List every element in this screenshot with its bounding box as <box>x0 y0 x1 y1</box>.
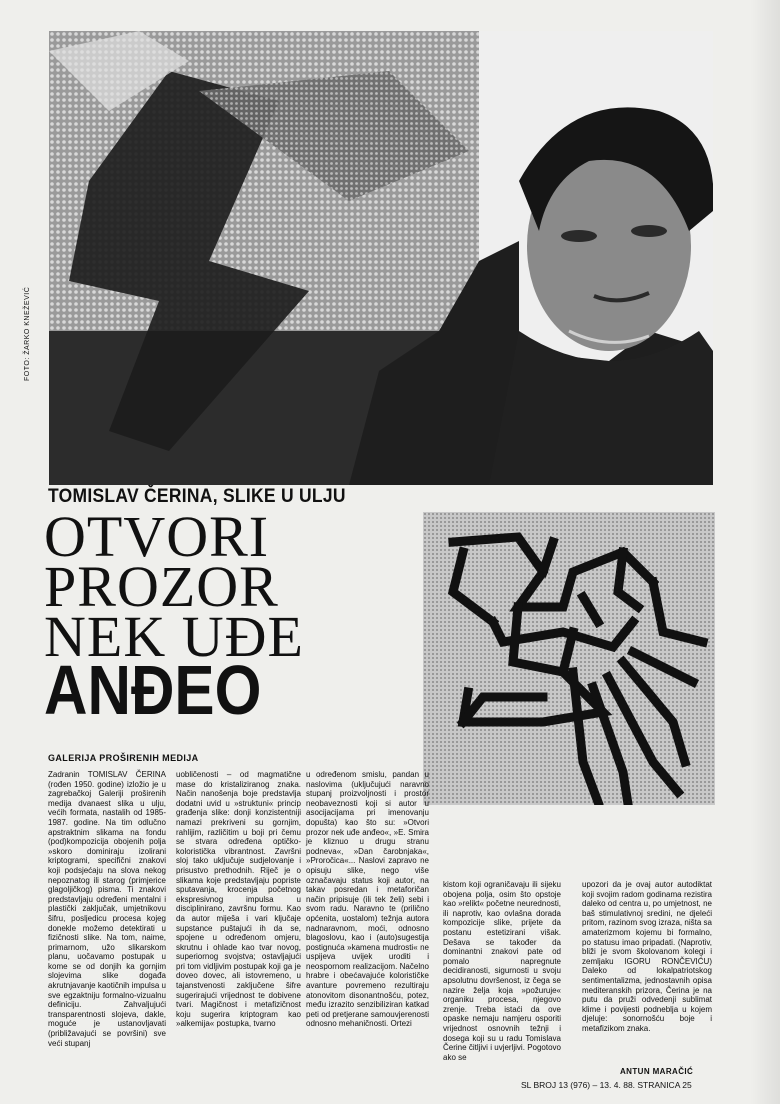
headline-line: NEK UĐE <box>44 604 304 669</box>
headline-line: ANĐEO <box>44 651 262 729</box>
headline-line: PROZOR <box>44 554 279 619</box>
cryptogram-painting <box>423 512 715 805</box>
article-column-1: Zadranin TOMISLAV ČERINA (rođen 1950. godine) izložio je u zagrebačkoj Galeriji proširenih medija dvanaest slika u ulju, većih formata, nastalih od 1985-1987. godine. Na tim odlučno apstraktnim slikama na fondu (pod)kompozicija obojenih polja »skoro dominiraju izolirani kriptogrami, specifični znakovi koji podsjećaju na slova nekog nepoznatog ili starog (primjerice glagoljičkog) pisma. Ti znakovi predstavljaju određeni mentalni i plastički zaključak, umjetnikovu šifru, posljedicu procesa kojeg donekle možemo detektirati u fizičnosti slike. Na tom, naime, primarnom, užo slikarskom planu, uočavamo postupak u kome se od donjih ka gornjim slojevima slike događa akrutnjavanje kaotičnih impulsa u sve egzaktniju formalno-vizualnu definiciju. Zahvaljujući transparentnosti slojeva, dakle, moguće je ustanovljavati (približavajući se površini) sve veći stupanj <box>48 770 166 1048</box>
section-label: GALERIJA PROŠIRENIH MEDIJA <box>48 753 199 763</box>
photo-image <box>49 31 713 485</box>
headline-line: OTVORI <box>44 504 270 569</box>
article-kicker: TOMISLAV ČERINA, SLIKE U ULJU <box>48 486 346 507</box>
article-column-2: uobličenosti – od magmatične mase do kristaliziranog znaka. Način nanošenja boje predstavlja dodatni uvid u »struktuni« princip građenja slike: donji konzistentniji namazi prekriveni su gornjim, rahlijim, različitim u boji pri čemu se stvara određena optičko-koloristička vibrantnost. Završni sloj tako uključuje sudjelovanje i prisustvo prethodnih. Riječ je o slikama koje predstavljaju popriste sputavanja, krocenja početnog ekspresivnog impulsa u disciplinirano, završnu formu. Kao da autor miješa i vari ključaje supstance puštajući ih da se, spojene u određenom omjeru, skrutnu i ohlade kao tvar novog, superiornog svojstva; ostavljajući pri tom vidljivim postupak koji ga je doveo dovec, ali istovremeno, u tajanstvenosti zaključene šifre sugerirajući vrijednost te dobivene tvari. Magičnost i metafizičnost koju sugerira kriptogram kao »alkemija« postupka, tvarno <box>176 770 301 1029</box>
article-headline <box>44 504 304 669</box>
article-column-5: upozori da je ovaj autor autodiktat koji svojim radom godinama rezistira daleko od centra u, po umjetnost, ne baš stimulativnoj sredini, ne djeleći pritom, razinom svog izraza, ništa sa amaterizmom kojemu bi formalno, po statusu imao pripadati. (Naprotiv, bliži je svom školovanom kolegi i zemljaku IGORU RONČEVIĆU) Daleko od lokalpatriotskog sentimentalizma, jednostavnih opisa mediteranskih prizora, Čerina je na putu da pruži odvedenji sublimat klime i povijesti podneblja u kojem djeluje: sonornošću boje i metafizikom znaka. <box>582 880 712 1033</box>
painting-reproduction <box>423 512 715 805</box>
photo-credit: FOTO: ŽARKO KNEŽEVIĆ <box>24 286 31 381</box>
author-byline: ANTUN MARAČIĆ <box>620 1067 694 1076</box>
article-column-4: kistom koji ograničavaju ili sijeku obojena polja, osim što opstoje kao »relikt« početne neurednosti, ili naprotiv, kao ovlašna dorada kompozicije slike, prijete da postanu estetizirani višak. Dešava se također da dominantni znakovi pate od pomalo napregnute decidiranosti, sigurnosti u svoju apsolutnu dovršenost, iz čega se nazire želja koja »požuruje« organiku procesa, njegovo zrenje. Treba istaći da ove opaske nemaju namjeru osporiti vrijednost osnovnih težnji i dosega koji su u radu Tomislava Čerine čitljivi i uvjerljivi. Pogotovo ako se <box>443 880 561 1062</box>
portrait-photo <box>49 31 713 485</box>
page-footer: SL BROJ 13 (976) – 13. 4. 88. STRANICA 25 <box>521 1080 692 1090</box>
article-column-3: u određenom smislu, pandan u naslovima (uključujući naravno stupanj proizvoljnosti i prostor neobaveznosti koji si autor u asocijacijama pri imenovanju dopušta) kao što su: »Otvori prozor nek uđe anđeo«, »E. Smira je kliznuo u drugu stranu podneva«, »Dan čarobnjaka«, »Proročica«... Naslovi zapravo ne opisuju slike, nego više označavaju status koji autor, na takav posredan i metaforičan način pripisuje (ili tek želi) sebi i svom radu. Naravno te (prilično općenita, uostalom) težnja autora nadnaravnom, moći, odnosno blagoslovu, kao i (auto)sugestija postignuća »kamena mudrosti« ne uspijeva uvijek uroditi i neospornom realizacijom. Načelno hrabre i obećavajuće kolorističke avanture povremeno rezultiraju atonovitom disonantnošću, potez, među izrazito senzibiliziran katkad peti od pretjerane samouvjerenosti odnosno mehaničnosti. Ortezi <box>306 770 429 1029</box>
page-edge-shadow <box>750 0 780 1104</box>
